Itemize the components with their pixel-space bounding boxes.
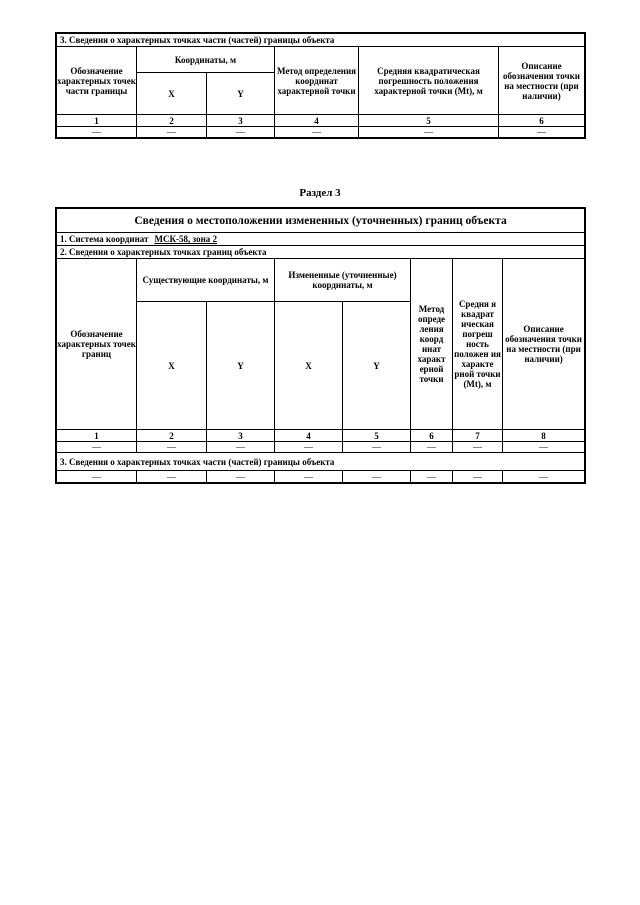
header-designation: Обозначение характерных точек границ	[57, 259, 137, 430]
parts-title: 3. Сведения о характерных точках части (частей) границы объекта	[57, 453, 585, 471]
empty-cell: —	[207, 442, 275, 453]
header-description: Описание обозначения точки на местности (при наличии)	[503, 259, 585, 430]
empty-cell: —	[503, 442, 585, 453]
empty-cell: —	[57, 471, 137, 483]
parts-points-table	[56, 33, 585, 138]
column-number: 2	[137, 115, 207, 127]
empty-cell: —	[453, 442, 503, 453]
header-x: X	[137, 73, 207, 115]
column-number: 6	[499, 115, 585, 127]
header-x: X	[137, 302, 207, 430]
changed-boundaries-table	[56, 208, 585, 483]
header-method: Метод определения координат характерной точки	[275, 47, 359, 115]
empty-cell: —	[499, 127, 585, 138]
coord-system-label: 1. Система координат	[60, 234, 149, 244]
column-number: 5	[343, 430, 411, 442]
empty-cell: —	[343, 471, 411, 483]
column-number: 4	[275, 430, 343, 442]
empty-cell: —	[359, 127, 499, 138]
empty-cell: —	[503, 471, 585, 483]
table-row	[57, 471, 585, 483]
header-x: X	[275, 302, 343, 430]
empty-cell: —	[275, 442, 343, 453]
column-number: 5	[359, 115, 499, 127]
empty-cell: —	[275, 471, 343, 483]
empty-cell: —	[137, 471, 207, 483]
header-error: Средня я квадрат ическая погреш ность положен ия характе рной точки (Mt), м	[453, 259, 503, 430]
table-main-title: Сведения о местоположении измененных (уточненных) границ объекта	[57, 209, 585, 233]
table-row	[57, 442, 585, 453]
empty-cell: —	[343, 442, 411, 453]
header-existing-coords: Существующие координаты, м	[137, 259, 275, 302]
column-number: 2	[137, 430, 207, 442]
coord-system-row	[57, 233, 585, 246]
header-y: Y	[343, 302, 411, 430]
empty-cell: —	[207, 127, 275, 138]
header-y: Y	[207, 73, 275, 115]
points-title: 2. Сведения о характерных точках границ объекта	[57, 246, 585, 259]
column-number: 4	[275, 115, 359, 127]
empty-cell: —	[411, 442, 453, 453]
column-number: 1	[57, 115, 137, 127]
empty-cell: —	[453, 471, 503, 483]
table-title: 3. Сведения о характерных точках части (частей) границы объекта	[57, 34, 585, 47]
header-description: Описание обозначения точки на местности (при наличии)	[499, 47, 585, 115]
column-number: 1	[57, 430, 137, 442]
empty-cell: —	[411, 471, 453, 483]
empty-cell: —	[137, 442, 207, 453]
empty-cell: —	[275, 127, 359, 138]
column-number: 3	[207, 430, 275, 442]
table-row	[57, 127, 585, 138]
header-method: Метод опреде ления коорд инат характ ерной точки	[411, 259, 453, 430]
column-number: 8	[503, 430, 585, 442]
empty-cell: —	[57, 127, 137, 138]
empty-cell: —	[57, 442, 137, 453]
column-number: 7	[453, 430, 503, 442]
empty-cell: —	[207, 471, 275, 483]
header-y: Y	[207, 302, 275, 430]
header-designation: Обозначение характерных точек части границы	[57, 47, 137, 115]
section-title: Раздел 3	[299, 187, 341, 199]
header-changed-coords: Измененные (уточненные) координаты, м	[275, 259, 411, 302]
empty-cell: —	[137, 127, 207, 138]
column-number: 6	[411, 430, 453, 442]
header-error: Средняя квадратическая погрешность положения характерной точки (Mt), м	[359, 47, 499, 115]
coord-system-value: МСК-58, зона 2	[154, 234, 218, 244]
header-coords: Координаты, м	[137, 47, 275, 73]
column-number: 3	[207, 115, 275, 127]
